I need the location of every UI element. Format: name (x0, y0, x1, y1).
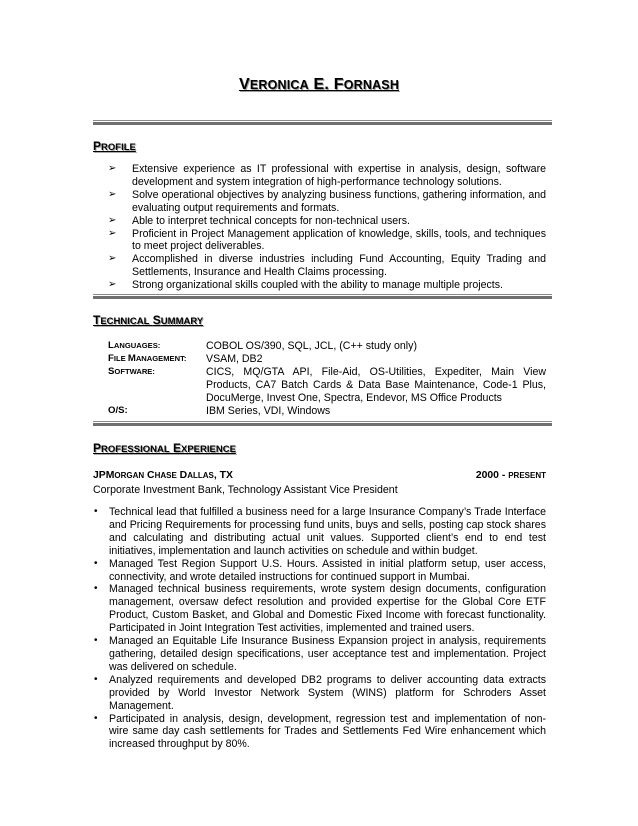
technical-summary-table (108, 340, 546, 417)
dot-bullet-icon: • (94, 712, 98, 724)
arrow-bullet-icon: ➢ (108, 253, 117, 265)
section-divider (93, 294, 552, 300)
tech-value: COBOL OS/390, SQL, JCL, (C++ study only) (206, 340, 417, 352)
dot-bullet-icon: • (94, 506, 98, 517)
list-item: • Participated in analysis, design, development, regression test and implementation of non-wire same day cash settlements for Trades and Settlements Fed Wire enhancement which increased throughput by 80%. (94, 712, 546, 751)
dot-bullet-icon: • (94, 583, 98, 595)
arrow-bullet-icon: ➢ (108, 227, 117, 239)
arrow-bullet-icon: ➢ (108, 279, 117, 291)
section-divider (93, 120, 552, 126)
list-item: • Analyzed requirements and developed DB2 programs to deliver accounting data extracts provided by World Investor Network System (WINS) platform for Schroders Asset Management. (94, 673, 546, 712)
tech-value: CICS, MQ/GTA API, File-Aid, OS-Utilities, Expediter, Main View Products, CA7 Batch Cards & Data Base Maintenance, Code-1 Plus, DocuMerge, Invest One, Spectra, Endevor, MS Office Products (206, 365, 546, 404)
table-row (108, 366, 546, 405)
candidate-name: VERONICA E. FORNASH (238, 76, 400, 93)
arrow-bullet-icon: ➢ (108, 214, 117, 226)
list-item: ➢ Proficient in Project Management application of knowledge, skills, tools, and techniques to meet project deliverables. (108, 227, 546, 253)
tech-key: SOFTWARE: (108, 365, 155, 377)
profile-list (108, 163, 546, 292)
list-item: ➢ Extensive experience as IT professional with expertise in analysis, design, software development and system integration of high-performance technology solutions. (108, 163, 546, 188)
job-subtitle: Corporate Investment Bank, Technology Assistant Vice President (93, 484, 398, 496)
list-item: ➢ Solve operational objectives by analyzing business functions, gathering information, and evaluating output requirements and formats. (108, 188, 546, 214)
list-item: • Technical lead that fulfilled a business need for a large Insurance Company’s Trade Interface and Pricing Requirements for processing fund units, buys and sells, posting cap stock shares and calculating and distributing actual unit values. Supported client’s end to end test initiatives, implementation and launch activities on schedule and within budget. (94, 506, 546, 557)
list-item: ➢ Strong organizational skills coupled with the ability to manage multiple projects. (108, 279, 503, 292)
dot-bullet-icon: • (94, 635, 98, 647)
list-item: • Managed technical business requirements, wrote system design documents, configuration management, oversaw defect resolution and provided expertise for the Global Core ETF Product, Custom Basket, and Global and Domestic Fixed Income with forecast functionality. Participated in Joint Integration Test activities, implemented and trained users. (94, 583, 546, 635)
list-item: • Managed Test Region Support U.S. Hours. Assisted in initial platform setup, user access, connectivity, and wrote detailed instructions for continued support in Mumbai. (94, 557, 546, 583)
technical-summary-heading: TECHNICAL SUMMARY (93, 313, 204, 327)
list-item: • Managed an Equitable Life Insurance Business Expansion project in analysis, requirements gathering, detailed design specifications, user acceptance test and implementation. Project was delivered on schedule. (94, 635, 546, 673)
tech-value: VSAM, DB2 (206, 352, 263, 365)
dot-bullet-icon: • (94, 557, 98, 569)
table-row (108, 340, 546, 353)
tech-key: FILE MANAGEMENT: (108, 352, 187, 364)
list-item: ➢ Able to interpret technical concepts for non-technical users. (108, 214, 410, 227)
tech-key: LANGUAGES: (108, 340, 161, 351)
list-item: ➢ Accomplished in diverse industries including Fund Accounting, Equity Trading and Settlements, Insurance and Health Claims processing. (108, 253, 546, 279)
arrow-bullet-icon: ➢ (108, 163, 117, 174)
section-divider (93, 421, 552, 427)
tech-value: IBM Series, VDI, Windows (206, 404, 331, 417)
job-bullets (93, 506, 546, 751)
table-row (108, 405, 546, 418)
arrow-bullet-icon: ➢ (108, 188, 117, 200)
tech-key: O/S: (108, 404, 128, 416)
company-name: JPMORGAN CHASE DALLAS, TX (93, 470, 233, 481)
experience-heading: PROFESSIONAL EXPERIENCE (93, 441, 236, 455)
job-header (93, 470, 546, 481)
job-dates: 2000 - PRESENT (475, 470, 546, 481)
dot-bullet-icon: • (94, 673, 98, 685)
table-row (108, 353, 546, 366)
profile-heading: PROFILE (93, 139, 136, 153)
